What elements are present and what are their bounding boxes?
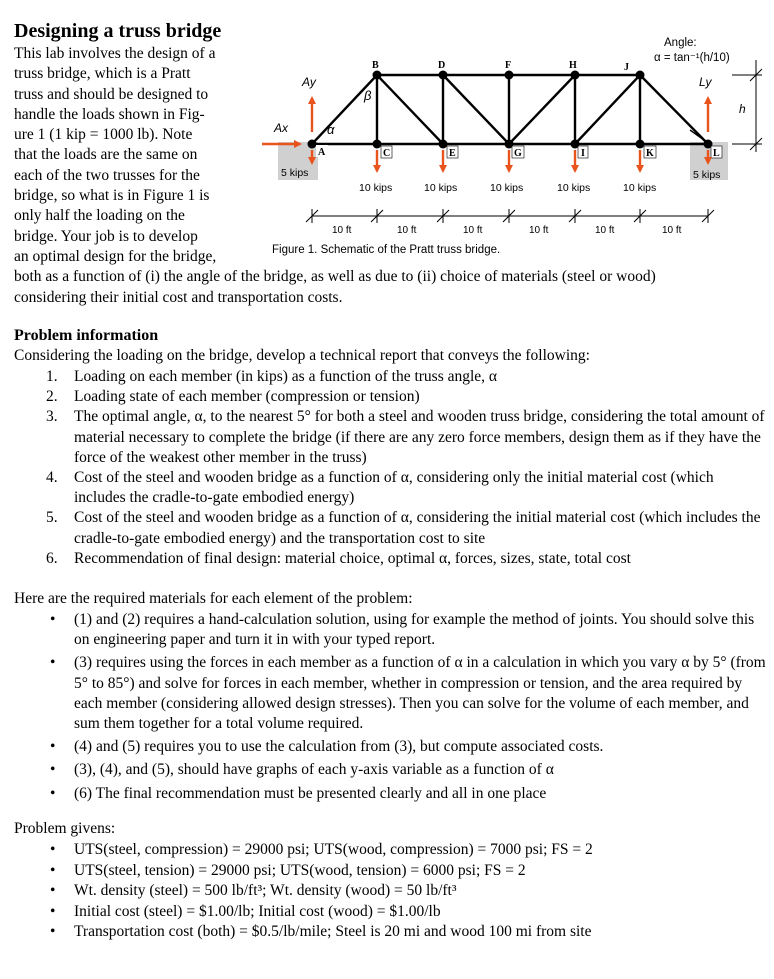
problem-heading: Problem information [14, 327, 159, 344]
list-item [14, 784, 766, 804]
item-text: Recommendation of final design: material choice, optimal α, forces, sizes, state, total cost [74, 549, 631, 567]
intro-line: both as a function of (i) the angle of the bridge, as well as due to (ii) choice of materials (steel or wood) [14, 268, 656, 286]
list-item [14, 653, 766, 734]
item-text: (3), (4), and (5), should have graphs of each y-axis variable as a function of α [74, 761, 554, 779]
bullet: • [50, 902, 56, 920]
height-label: h [739, 102, 746, 116]
list-item [14, 407, 766, 468]
item-text: Cost of the steel and wooden bridge as a function of α, considering the initial material cost (which includes the cradle-to-gate embodied energy) and the transportation cost to site [74, 509, 761, 547]
bullet: • [50, 861, 56, 879]
list-item [14, 881, 766, 902]
item-text: (4) and (5) requires you to use the calculation from (3), but compute associated costs. [74, 738, 604, 756]
support-load-left: 5 kips [281, 167, 309, 179]
node-label-h: H [569, 60, 577, 71]
intro-line: truss bridge, which is a Pratt [14, 65, 191, 83]
span-label: 10 ft [595, 225, 615, 236]
item-text: Loading state of each member (compression or tension) [74, 388, 420, 406]
requirements-intro: Here are the required materials for each element of the problem: [14, 590, 413, 607]
list-item [14, 468, 766, 508]
list-item [14, 387, 766, 407]
list-item [14, 737, 766, 757]
requirements-list [14, 610, 766, 807]
node-label-e: E [449, 148, 456, 159]
intro-line: ure 1 (1 kip = 1000 lb). Note [14, 126, 193, 144]
item-text: Cost of the steel and wooden bridge as a function of α, considering only the initial material cost (which includes the cradle-to-gate embodied energy) [74, 469, 714, 507]
intro-line: that the loads are the same on [14, 146, 198, 164]
list-item [14, 549, 766, 569]
node-label-i: I [581, 148, 585, 159]
load-label-g: 10 kips [490, 182, 524, 194]
bullet: • [50, 923, 56, 941]
angle-title: Angle: [664, 37, 697, 49]
item-number: 1. [46, 368, 58, 385]
intro-line: bridge, so what is in Figure 1 is [14, 187, 210, 205]
intro-line: an optimal design for the bridge, [14, 247, 217, 265]
node-label-c: C [383, 148, 391, 159]
item-text: Loading on each member (in kips) as a function of the truss angle, α [74, 368, 498, 385]
bullet: • [50, 882, 56, 900]
item-number: 5. [46, 509, 58, 527]
bullet: • [50, 841, 56, 858]
node-label-a: A [318, 147, 326, 158]
truss-figure [0, 0, 774, 280]
problem-list [14, 367, 766, 569]
truss-members [312, 75, 708, 144]
span-label: 10 ft [662, 225, 682, 236]
height-dimension [732, 60, 762, 152]
node-label-d: D [438, 60, 446, 71]
item-number: 6. [46, 549, 58, 567]
list-item [14, 508, 766, 548]
intro-line: bridge. Your job is to develop [14, 227, 198, 245]
node-label-l: L [713, 148, 720, 159]
item-text: (6) The final recommendation must be presented clearly and all in one place [74, 784, 547, 802]
intro-line: truss and should be designed to [14, 85, 209, 103]
load-label-e: 10 kips [424, 182, 458, 194]
item-text: (3) requires using the forces in each member as a function of α in a calculation in which you vary α by 5° (from 5° to 85°) and solve for forces in each member, whether in compression or tension, and the area required by each member (considering allowed design stresses). Then you can solve for the volume of each member, and sum them together for a total volume required. [74, 654, 766, 733]
reaction-ly-label: Ly [699, 75, 712, 89]
span-label: 10 ft [529, 225, 549, 236]
figure-caption: Figure 1. Schematic of the Pratt truss bridge. [272, 244, 501, 256]
bullet: • [50, 654, 56, 672]
givens-list [14, 840, 766, 943]
angle-formula: α = tan⁻¹(h/10) [654, 52, 730, 64]
givens-heading: Problem givens: [14, 820, 116, 837]
load-label-c: 10 kips [359, 182, 393, 194]
item-text: UTS(steel, compression) = 29000 psi; UTS(wood, compression) = 7000 psi; FS = 2 [74, 841, 593, 858]
item-number: 2. [46, 388, 58, 406]
span-label: 10 ft [463, 225, 483, 236]
list-item [14, 760, 766, 780]
list-item [14, 610, 766, 650]
load-arrows [377, 150, 640, 171]
load-label-k: 10 kips [623, 182, 657, 194]
list-item [14, 367, 766, 387]
reaction-ay-label: Ay [302, 75, 316, 89]
document-title: Designing a truss bridge [14, 20, 222, 42]
item-number: 4. [46, 469, 58, 487]
node-label-g: G [514, 148, 522, 159]
problem-description: Considering the loading on the bridge, develop a technical report that conveys the following: [14, 347, 590, 364]
item-number: 3. [46, 408, 58, 426]
intro-line: only half the loading on the [14, 207, 185, 225]
item-text: (1) and (2) requires a hand-calculation solution, using for example the method of joints. You should solve this on engineering paper and turn it in with your typed report. [74, 611, 755, 649]
intro-line: handle the loads shown in Fig- [14, 105, 205, 123]
list-item [14, 902, 766, 923]
intro-line: This lab involves the design of a [14, 45, 216, 62]
beta-label: β [364, 88, 372, 103]
item-text: Initial cost (steel) = $1.00/lb; Initial cost (wood) = $1.00/lb [74, 902, 441, 920]
bullet: • [50, 784, 56, 802]
item-text: Wt. density (steel) = 500 lb/ft³; Wt. density (wood) = 50 lb/ft³ [74, 882, 457, 900]
span-label: 10 ft [397, 225, 417, 236]
support-load-right: 5 kips [693, 169, 721, 181]
node-label-b: B [372, 60, 379, 71]
list-item [14, 840, 766, 861]
load-label-i: 10 kips [557, 182, 591, 194]
node-label-j: J [624, 62, 629, 73]
node-label-f: F [505, 60, 512, 71]
bullet: • [50, 761, 56, 779]
intro-line: each of the two trusses for the [14, 166, 200, 184]
item-text: UTS(steel, tension) = 29000 psi; UTS(wood, tension) = 6000 psi; FS = 2 [74, 861, 526, 879]
bullet: • [50, 611, 56, 628]
reaction-ax-label: Ax [274, 121, 289, 135]
item-text: The optimal angle, α, to the nearest 5° for both a steel and wooden truss bridge, considering the total amount of material necessary to complete the bridge (if there are any zero force members, design them as if they have the force of the weakest other member in the truss) [74, 408, 765, 466]
list-item [14, 861, 766, 882]
node-label-k: K [646, 148, 654, 159]
item-text: Transportation cost (both) = $0.5/lb/mile; Steel is 20 mi and wood 100 mi from site [74, 923, 592, 941]
alpha-label: α [327, 122, 335, 137]
span-label: 10 ft [332, 225, 352, 236]
intro-line: considering their initial cost and transportation costs. [14, 288, 343, 306]
list-item [14, 922, 766, 943]
bullet: • [50, 738, 56, 756]
span-dimension-line [306, 209, 714, 223]
